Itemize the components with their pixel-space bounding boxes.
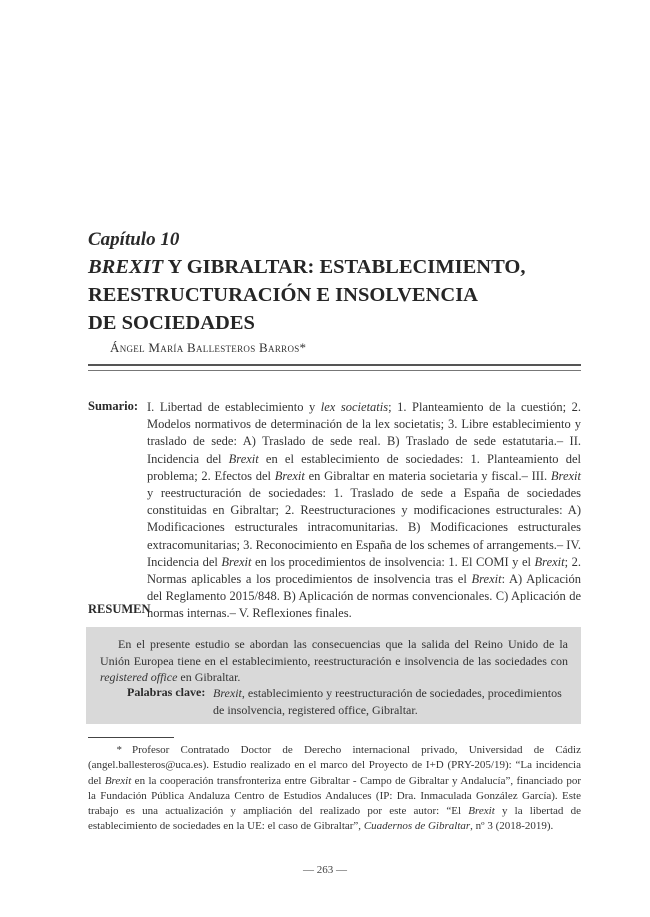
sumario-italic: Brexit <box>221 554 252 569</box>
abstract-text <box>100 636 568 686</box>
sumario-italic: Brexit <box>471 572 502 587</box>
footnote-segment: en la cooperación transfronteriza entre Gibraltar - Campo de Gibraltar y Andalucía”, financiado por la Fundación Pública Andaluza Centro de Estudios Andaluces (IP: Dra. Inmaculada González García). Este trabajo es una actualización y ampliación del realizado por este autor: “El <box>88 774 581 818</box>
footnote-segment: y la libertad de establecimiento de sociedades en la UE: el caso de Gibraltar”, <box>88 805 581 833</box>
footnote <box>88 743 581 835</box>
sumario-italic: Brexit <box>228 451 259 466</box>
chapter-label: Capítulo 10 <box>88 229 180 250</box>
footnote-italic: Brexit <box>104 774 132 787</box>
footnote-segment: , nº 3 (2018-2019). <box>470 820 554 833</box>
author-name: Ángel María Ballesteros Barros* <box>110 340 307 355</box>
keywords-italic: Brexit <box>213 686 242 700</box>
footnote-segment: Profesor Contratado Doctor de Derecho internacional privado, Universidad de Cádiz (angel.ballesteros@uca.es). Estudio realizado en el marco del Proyecto de I+D (PRY-205/19): “La incidencia del <box>88 744 581 787</box>
keywords-rest: , establecimiento y reestructuración de sociedades, procedimientos de insolvencia, registered office, Gibraltar. <box>213 686 562 717</box>
title-line-3: DE SOCIEDADES <box>88 312 255 334</box>
resumen-heading: RESUMEN <box>88 602 151 616</box>
title-rule-thin <box>88 370 581 371</box>
footnote-marker: * <box>116 744 122 756</box>
abstract-segment: En el presente estudio se abordan las consecuencias que la salida del Reino Unido de la Unión Europea tiene en el establecimiento, reestructuración e insolvencia de las sociedades con <box>100 637 568 668</box>
sumario-italic: Brexit <box>534 554 565 569</box>
chapter-title <box>88 253 588 337</box>
abstract-italic: registered office <box>100 670 178 684</box>
sumario-segment: y reestructuración de sociedades: 1. Traslado de sede a España de sociedades constituidas en Gibraltar; 2. Reestructuraciones y modificaciones estructurales: A) Modificaciones estructurales intracomunitarias. B) Modificaciones estructurales extracomunitarias; 3. Reconocimiento en España de los schemes of arrangements.– IV. Incidencia del <box>147 486 582 569</box>
sumario-segment: ; 1. Planteamiento de la cuestión; 2. Modelos normativos de determinación de la lex societatis; 3. Libre establecimiento y traslado de sede: A) Traslado de sede real. B) Traslado de sede estatutaria.– II. Incidencia del <box>147 400 581 466</box>
sumario-segment: en el establecimiento de sociedades: 1. Planteamiento del problema; 2. Efectos del <box>147 451 581 483</box>
title-italic-word: BREXIT <box>88 256 164 278</box>
title-line-1: Y GIBRALTAR: ESTABLECIMIENTO, <box>163 256 526 278</box>
sumario-italic: lex societatis <box>320 400 389 414</box>
sumario-segment: ; 2. Normas aplicables a los procedimientos de insolvencia tras el <box>147 554 582 587</box>
footnote-rule <box>88 737 174 738</box>
sumario-italic: Brexit <box>274 468 305 483</box>
keywords-label: Palabras clave: <box>127 685 206 699</box>
sumario-segment: en Gibraltar en materia societaria y fiscal.– III. <box>304 468 551 483</box>
sumario-segment: en los procedimientos de insolvencia: 1. El COMI y el <box>251 554 535 569</box>
abstract-segment: en Gibraltar. <box>177 670 241 684</box>
keywords-text <box>213 685 568 718</box>
sumario-segment: : A) Aplicación del Reglamento 2015/848. B) Aplicación de normas convencionales. C) Aplicación de normas internas.– V. Reflexiones finales. <box>147 572 582 621</box>
sumario-text <box>147 399 581 623</box>
sumario-segment: I. Libertad de establecimiento y <box>147 400 321 414</box>
footnote-italic: Cuadernos de Gibraltar <box>363 820 471 833</box>
footnote-italic: Brexit <box>468 805 495 818</box>
title-line-2: REESTRUCTURACIÓN E INSOLVENCIA <box>88 284 478 306</box>
title-rule-thick <box>88 364 581 366</box>
sumario-label: Sumario: <box>88 399 138 413</box>
sumario-italic: Brexit <box>550 468 581 483</box>
page-number: — 263 — <box>303 864 347 876</box>
